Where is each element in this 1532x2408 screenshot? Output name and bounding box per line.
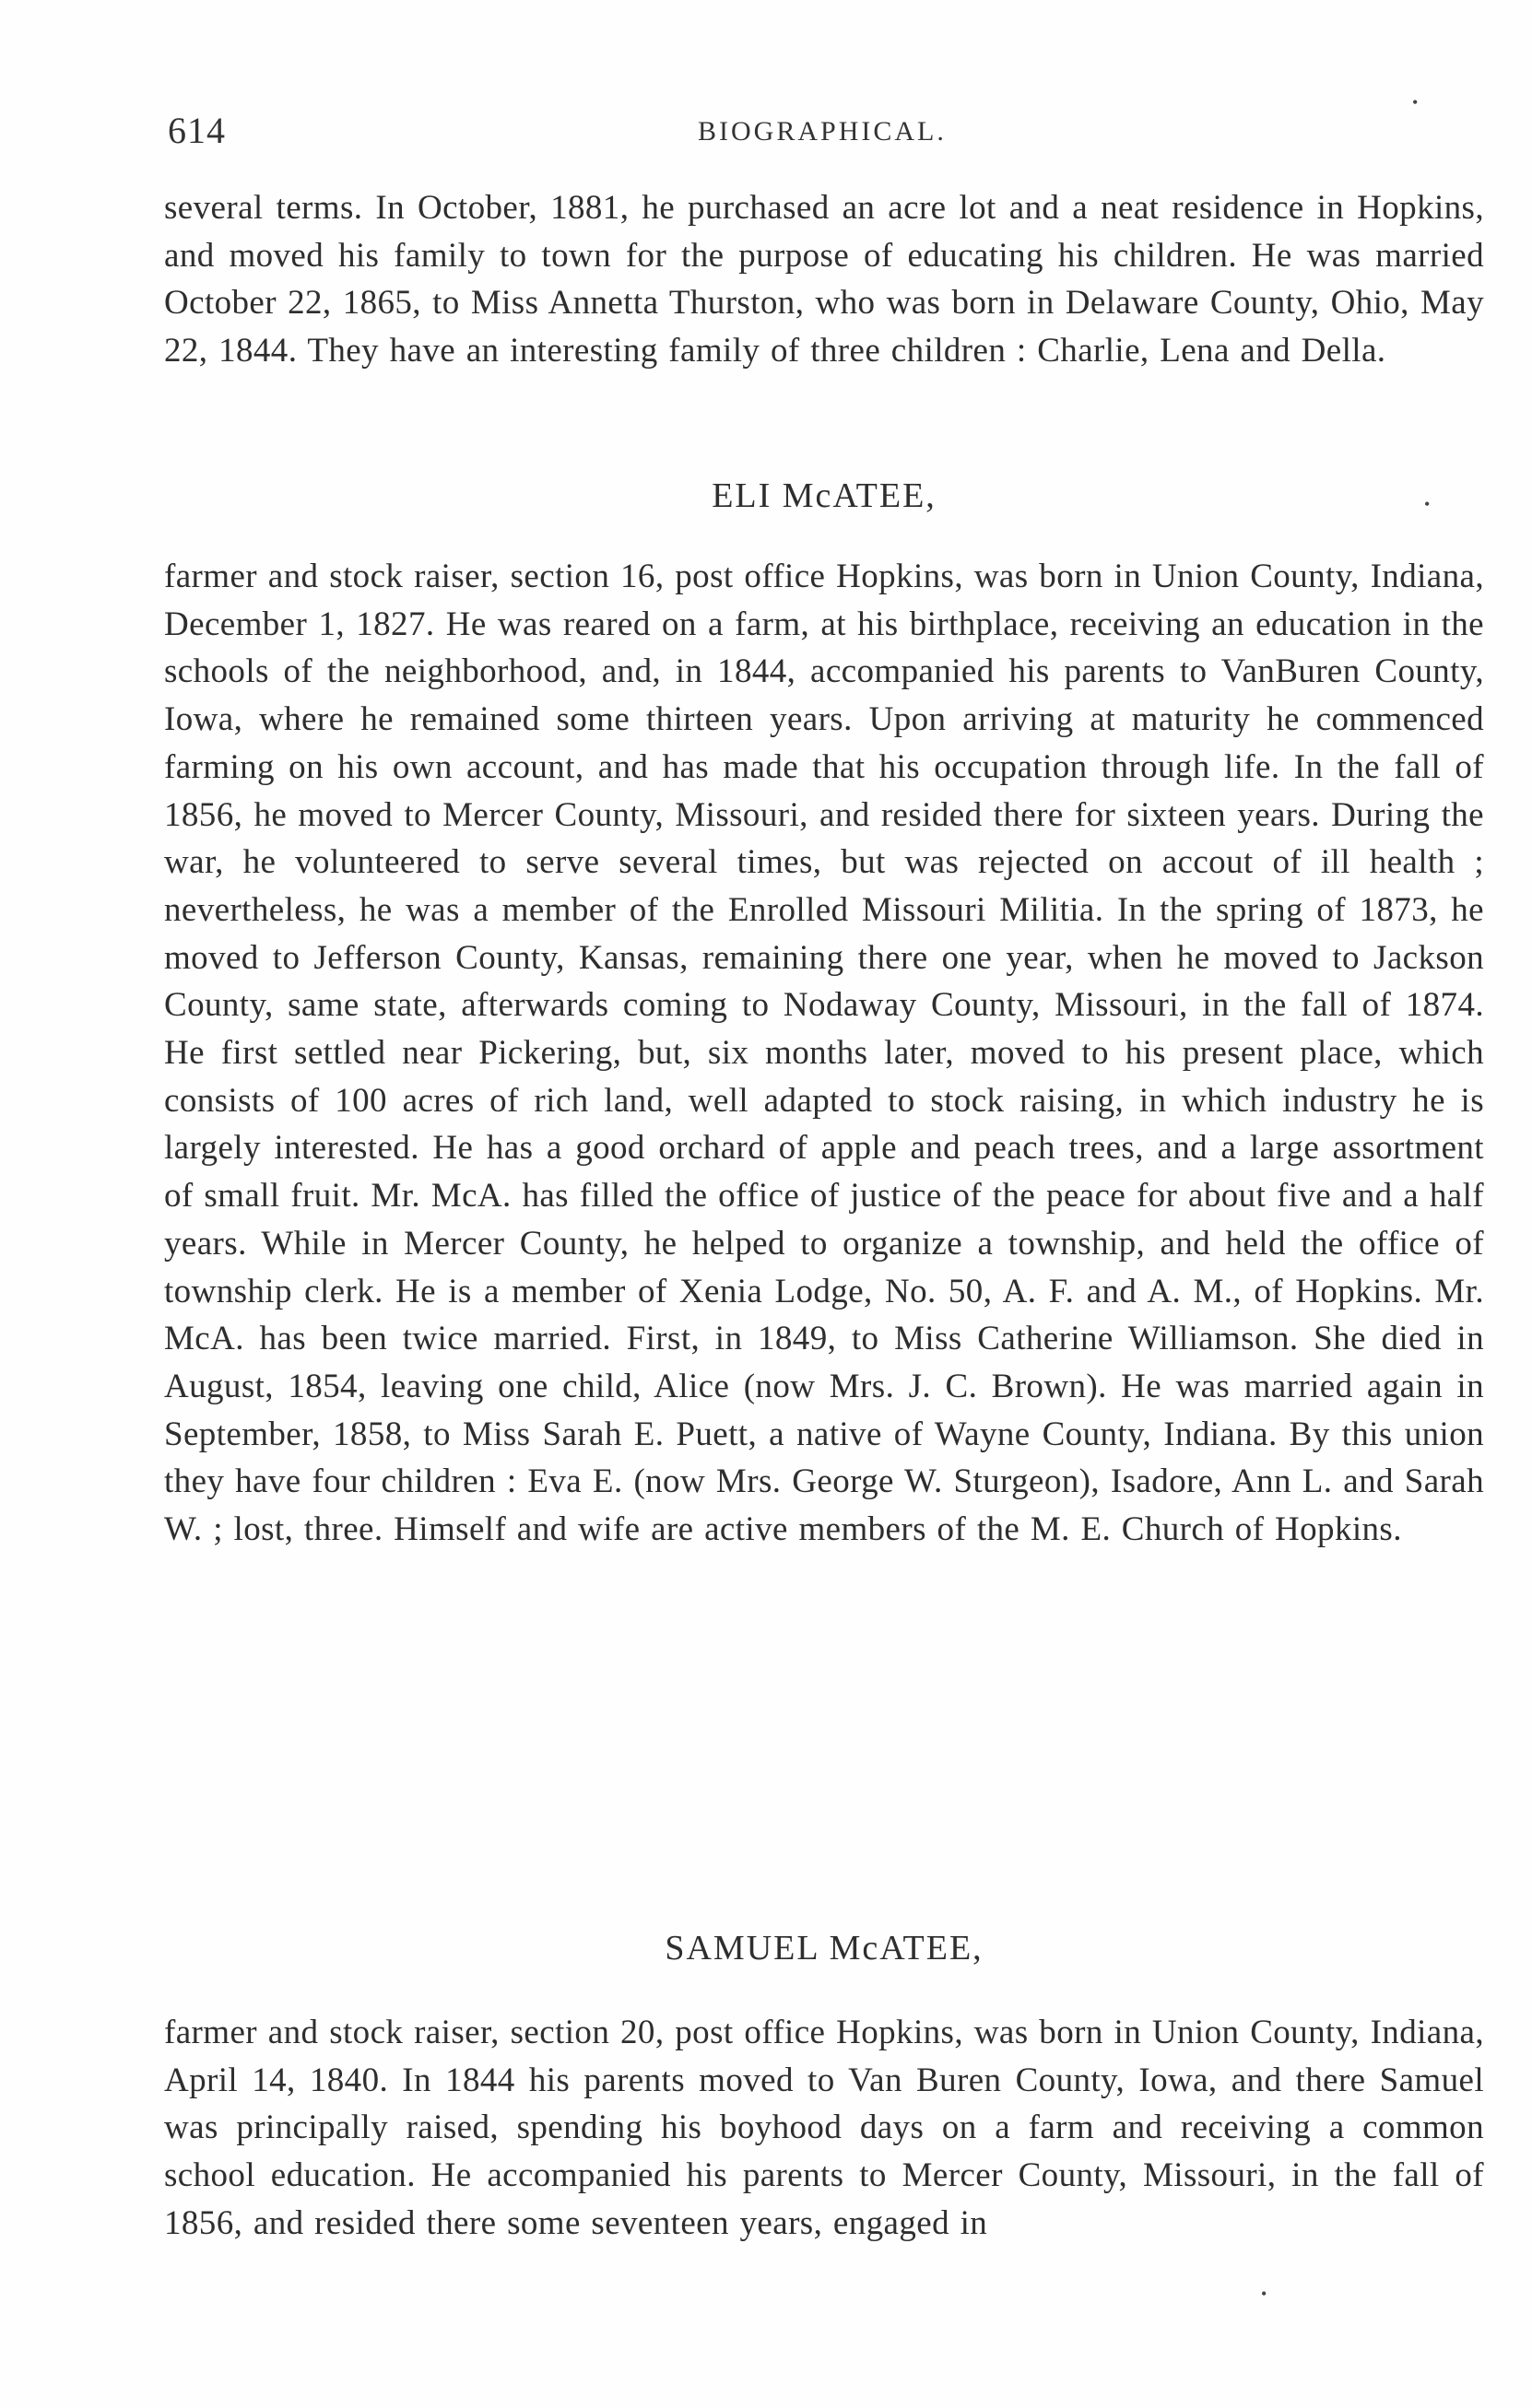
heading-eli-mcatee: ELI McATEE, xyxy=(712,476,937,515)
paragraph-samuel-mcatee: farmer and stock raiser, section 20, post office Hopkins, was born in Union County, Indiana, April 14, 1840. In 1844 his parents moved to Van Buren County, Iowa, and there Samuel was principally raised, spending his boyhood days on a farm and receiving a common school education. He accompanied his parents to Mercer County, Missouri, in the fall of 1856, and resided there some seventeen years, engaged in xyxy=(164,2014,1484,2242)
running-head: BIOGRAPHICAL. xyxy=(698,116,947,147)
stray-mark-middle: • xyxy=(1424,495,1431,513)
page-header xyxy=(168,109,1484,164)
heading-samuel-mcatee: SAMUEL McATEE, xyxy=(665,1929,984,1968)
stray-mark-top: • xyxy=(1412,93,1419,112)
paragraph-intro: several terms. In October, 1881, he purchased an acre lot and a neat residence in Hopkins, and moved his family to town for the purpose of educating his children. He was married October 22, 1865, to Miss Annetta Thurston, who was born in Delaware County, Ohio, May 22, 1844. They have an interesting family of three children : Charlie, Lena and Della. xyxy=(164,189,1484,370)
stray-mark-bottom: • xyxy=(1261,2285,1267,2303)
paragraph-eli-mcatee: farmer and stock raiser, section 16, post office Hopkins, was born in Union County, Indiana, December 1, 1827. He was reared on a farm, at his birthplace, receiving an education in the schools of the neighborhood, and, in 1844, accompanied his parents to VanBuren County, Iowa, where he remained some thirteen years. Upon arriving at maturity he commenced farming on his own account, and has made that his occupation through life. In the fall of 1856, he moved to Mercer County, Missouri, and resided there for sixteen years. During the war, he volunteered to serve several times, but was rejected on accout of ill health ; nevertheless, he was a member of the Enrolled Missouri Militia. In the spring of 1873, he moved to Jefferson County, Kansas, remaining there one year, when he moved to Jackson County, same state, afterwards coming to Nodaway County, Missouri, in the fall of 1874. He first settled near Pickering, but, six months later, moved to his present place, which consists of 100 acres of rich land, well adapted to stock raising, in which industry he is largely interested. He has a good orchard of apple and peach trees, and a large assortment of small fruit. Mr. McA. has filled the office of justice of the peace for about five and a half years. While in Mercer County, he helped to organize a township, and held the office of township clerk. He is a member of Xenia Lodge, No. 50, A. F. and A. M., of Hopkins. Mr. McA. has been twice married. First, in 1849, to Miss Catherine Williamson. She died in August, 1854, leaving one child, Alice (now Mrs. J. C. Brown). He was married again in September, 1858, to Miss Sarah E. Puett, a native of Wayne County, Indiana. By this union they have four children : Eva E. (now Mrs. George W. Sturgeon), Isadore, Ann L. and Sarah W. ; lost, three. Himself and wife are active members of the M. E. Church of Hopkins. xyxy=(164,558,1484,1549)
page-number: 614 xyxy=(168,110,226,151)
